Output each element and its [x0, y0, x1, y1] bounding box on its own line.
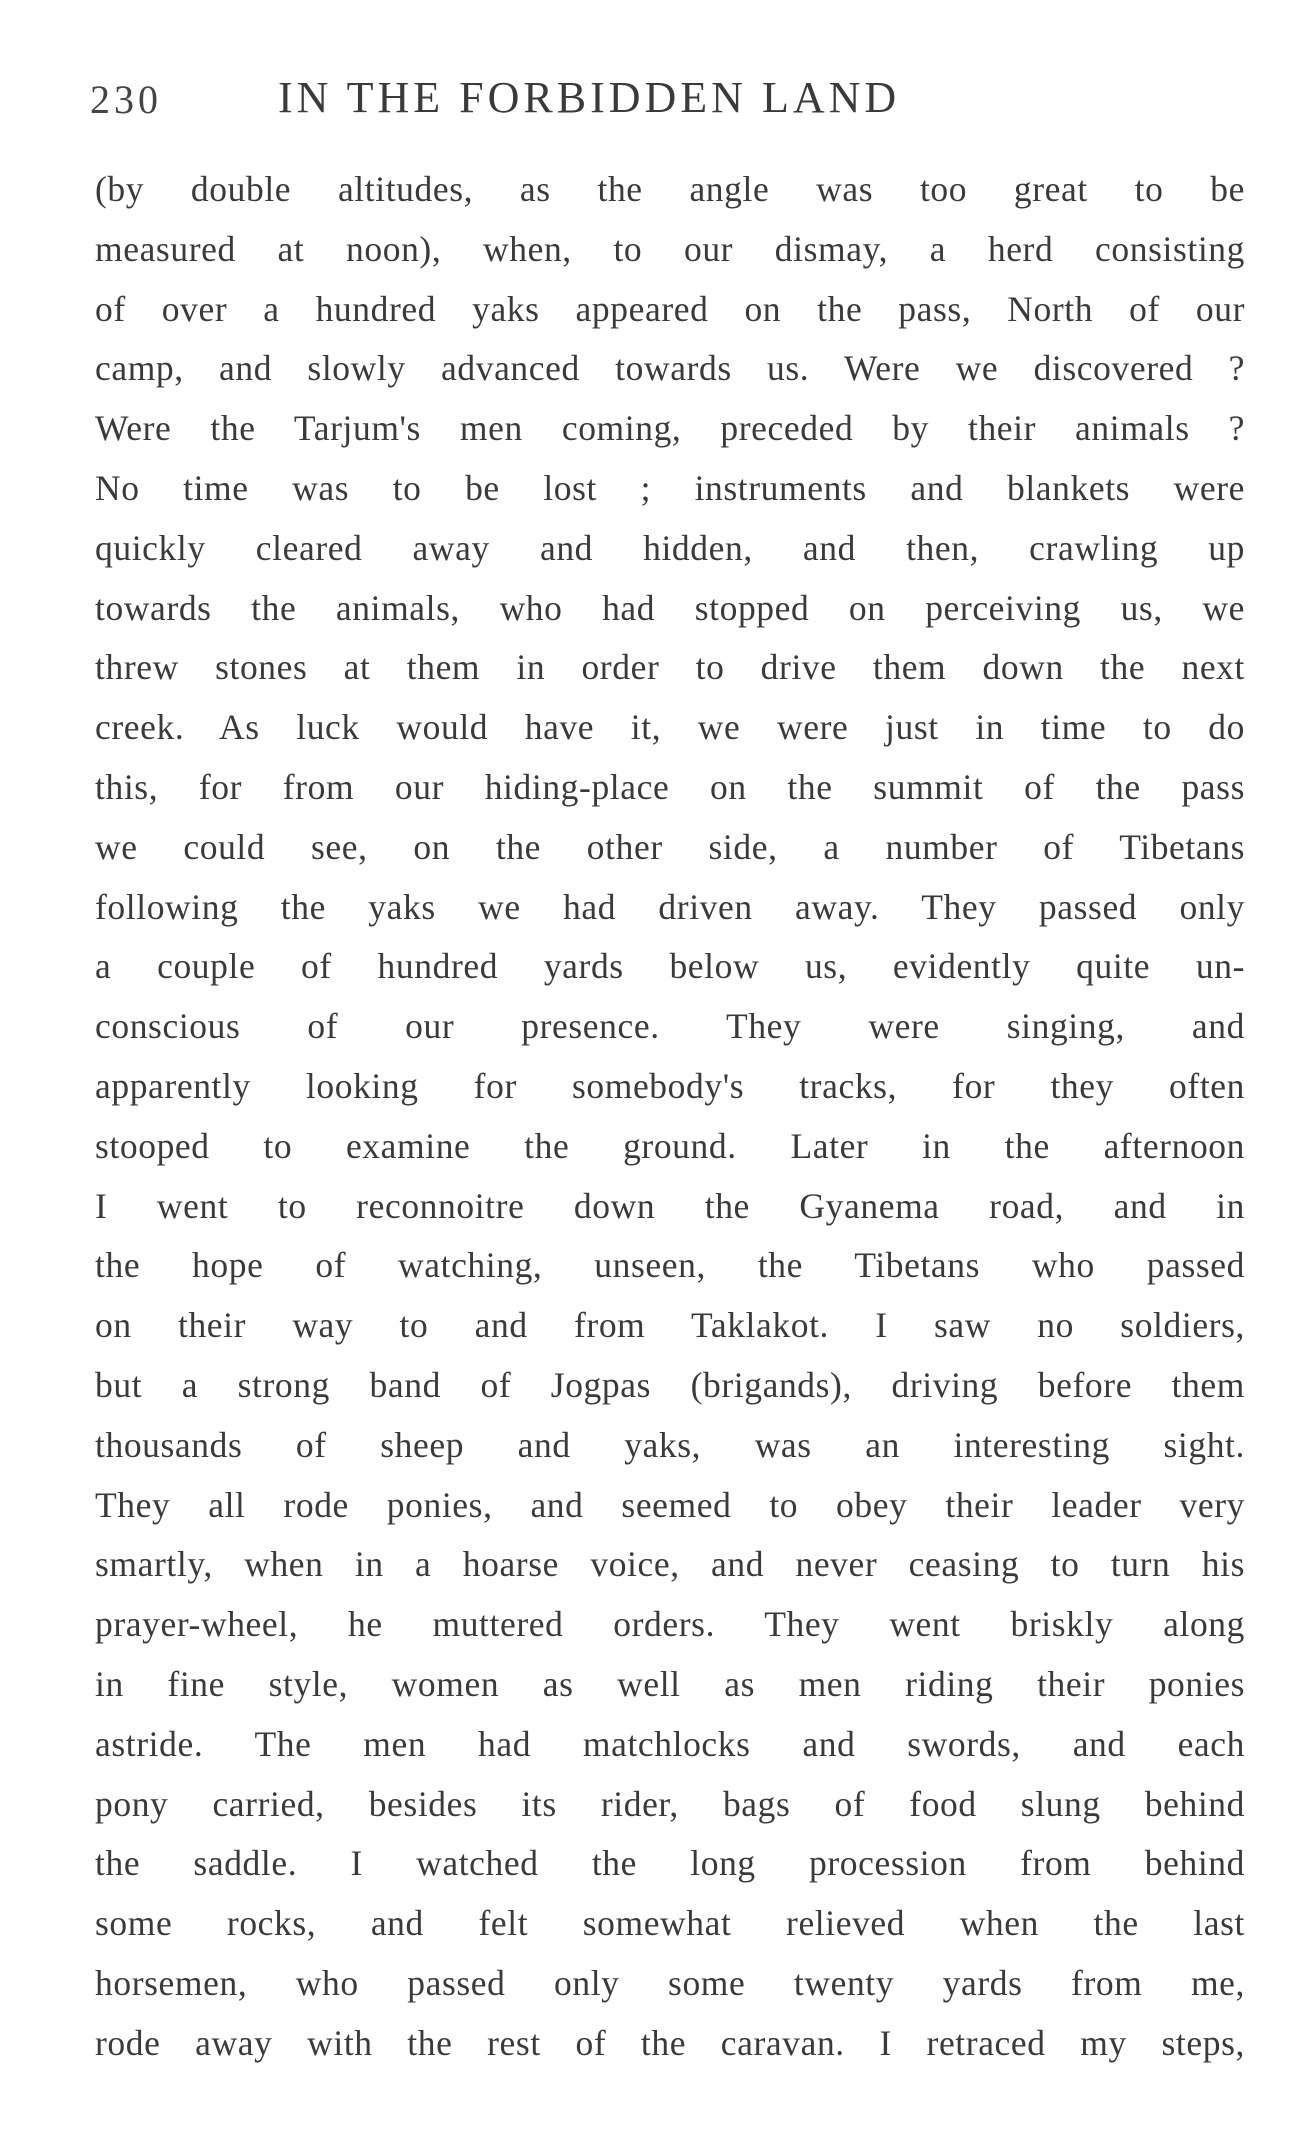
text-line: the saddle. I watched the long procession from behind — [95, 1843, 1245, 1884]
text-line: conscious of our presence. They were singing, and — [95, 1006, 1245, 1047]
text-line: measured at noon), when, to our dismay, a herd consisting — [95, 228, 1245, 269]
text-line: we could see, on the other side, a number of Tibetans — [95, 826, 1245, 867]
text-line: a couple of hundred yards below us, evidently quite un- — [95, 946, 1245, 987]
running-title: IN THE FORBIDDEN LAND — [278, 73, 901, 122]
text-line: prayer-wheel, he muttered orders. They went briskly along — [95, 1604, 1245, 1645]
text-line: astride. The men had matchlocks and swords, and each — [95, 1723, 1245, 1764]
text-line: (by double altitudes, as the angle was too great to be — [95, 169, 1245, 209]
text-line: Were the Tarjum's men coming, preceded by their animals ? — [95, 408, 1245, 449]
text-line: on their way to and from Taklakot. I saw no soldiers, — [95, 1305, 1245, 1346]
text-line: in fine style, women as well as men riding their ponies — [95, 1663, 1245, 1704]
text-line: thousands of sheep and yaks, was an interesting sight. — [95, 1424, 1245, 1465]
text-line: stooped to examine the ground. Later in the afternoon — [95, 1125, 1245, 1166]
text-line: following the yaks we had driven away. They passed only — [95, 886, 1245, 927]
text-line: quickly cleared away and hidden, and then, crawling up — [95, 527, 1245, 568]
text-line: They all rode ponies, and seemed to obey their leader very — [95, 1484, 1245, 1525]
text-line: this, for from our hiding-place on the summit of the pass — [95, 766, 1245, 807]
text-line: camp, and slowly advanced towards us. Were we discovered ? — [95, 348, 1245, 389]
text-line: but a strong band of Jogpas (brigands), driving before them — [95, 1364, 1245, 1405]
text-line: towards the animals, who had stopped on perceiving us, we — [95, 587, 1245, 628]
text-line: horsemen, who passed only some twenty yards from me, — [95, 1962, 1245, 2003]
running-head — [88, 72, 1248, 132]
text-line: of over a hundred yaks appeared on the pass, North of our — [95, 288, 1245, 329]
text-line: pony carried, besides its rider, bags of food slung behind — [95, 1783, 1245, 1824]
text-line: rode away with the rest of the caravan. I retraced my steps, — [95, 2022, 1245, 2063]
text-line: the hope of watching, unseen, the Tibetans who passed — [95, 1245, 1245, 1286]
text-line: I went to reconnoitre down the Gyanema road, and in — [95, 1185, 1245, 1226]
text-line: No time was to be lost ; instruments and blankets were — [95, 467, 1245, 508]
text-line: threw stones at them in order to drive them down the next — [95, 647, 1245, 688]
text-line: smartly, when in a hoarse voice, and never ceasing to turn his — [95, 1544, 1245, 1585]
text-line: apparently looking for somebody's tracks, for they often — [95, 1065, 1245, 1106]
page-number: 230 — [90, 77, 162, 122]
body-text — [95, 160, 1245, 2074]
text-line: creek. As luck would have it, we were just in time to do — [95, 707, 1245, 748]
text-line: some rocks, and felt somewhat relieved when the last — [95, 1903, 1245, 1944]
